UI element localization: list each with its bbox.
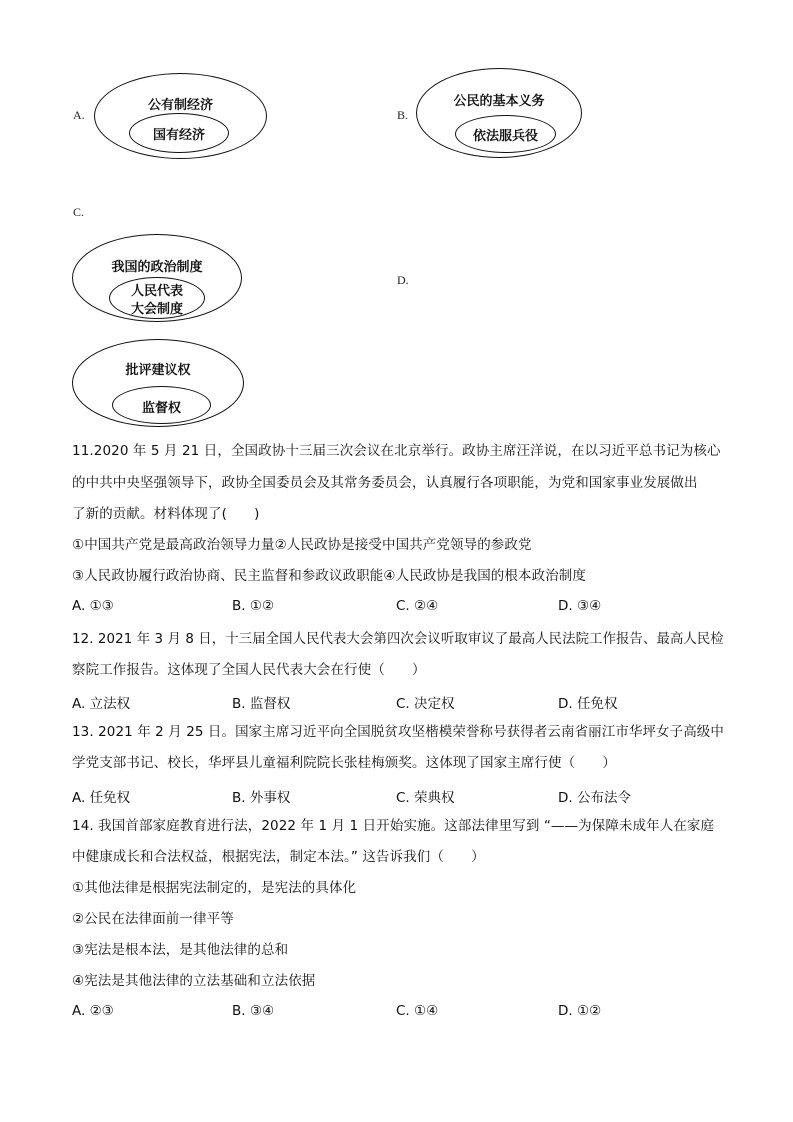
- q11-choice-c[interactable]: C. ②④: [396, 598, 439, 614]
- q13-choice-d[interactable]: D. 公布法令: [558, 790, 631, 806]
- q12-stem-line-1: 12. 2021 年 3 月 8 日，十三届全国人民代表大会第四次会议听取审议了最高人民法院工作报告、最高人民检: [72, 631, 724, 647]
- q13-choice-c[interactable]: C. 荣典权: [396, 790, 455, 806]
- q11-item-2: ③人民政协履行政治协商、民主监督和参政议政职能④人民政协是我国的根本政治制度: [72, 568, 587, 584]
- q14-item-1: ①其他法律是根据宪法制定的，是宪法的具体化: [72, 880, 357, 896]
- q12-choice-c[interactable]: C. 决定权: [396, 696, 455, 712]
- option-d-inner-text: 监督权: [141, 401, 181, 416]
- q11-stem-line-1: 11.2020 年 5 月 21 日，全国政协十三届三次会议在北京举行。政协主席汪洋说，在以习近平总书记为核心: [72, 443, 721, 459]
- option-a-inner-text: 国有经济: [152, 128, 205, 143]
- q11-choice-d[interactable]: D. ③④: [558, 598, 602, 614]
- q14-choice-b[interactable]: B. ③④: [232, 1003, 275, 1019]
- q12-stem-line-2: 察院工作报告。这体现了全国人民代表大会在行使（ ）: [72, 662, 426, 678]
- q11-choice-a[interactable]: A. ①③: [72, 598, 114, 614]
- q14-item-4: ④宪法是其他法律的立法基础和立法依据: [72, 973, 316, 989]
- q12-choice-b[interactable]: B. 监督权: [232, 696, 291, 712]
- option-b-outer-text: 公民的基本义务: [453, 94, 545, 109]
- q12-choice-d[interactable]: D. 任免权: [558, 696, 618, 712]
- q14-item-2: ②公民在法律面前一律平等: [72, 911, 234, 927]
- option-d-label[interactable]: D.: [397, 273, 409, 287]
- q13-stem-line-1: 13. 2021 年 2 月 25 日。国家主席习近平向全国脱贫攻坚楷模荣誉称号获得者云南省丽江市华坪女子高级中: [72, 724, 724, 740]
- option-c-inner-text-2: 大会制度: [130, 302, 183, 317]
- q11-stem-line-3: 了新的贡献。材料体现了( ): [72, 506, 260, 522]
- option-c-label: C.: [73, 205, 85, 219]
- q11-choice-b[interactable]: B. ①②: [232, 598, 275, 614]
- option-a-label: A.: [73, 108, 85, 122]
- q13-choice-b[interactable]: B. 外事权: [232, 790, 291, 806]
- q11-stem-line-2: 的中共中央坚强领导下，政协全国委员会及其常务委员会，认真履行各项职能，为党和国家事业发展做出: [72, 475, 698, 491]
- q14-choice-d[interactable]: D. ①②: [558, 1003, 602, 1019]
- q14-choice-a[interactable]: A. ②③: [72, 1003, 114, 1019]
- q14-stem-line-2: 中健康成长和合法权益，根据宪法，制定本法。” 这告诉我们（ ）: [72, 849, 485, 865]
- q13-stem-line-2: 学党支部书记、校长，华坪县儿童福利院院长张桂梅颁奖。这体现了国家主席行使（ ）: [72, 755, 616, 771]
- q12-choice-a[interactable]: A. 立法权: [72, 696, 131, 712]
- option-a-outer-text: 公有制经济: [147, 98, 213, 113]
- q11-item-1: ①中国共产党是最高政治领导力量②人民政协是接受中国共产党领导的参政党: [72, 537, 532, 553]
- q14-item-3: ③宪法是根本法，是其他法律的总和: [72, 942, 289, 958]
- q13-choice-a[interactable]: A. 任免权: [72, 790, 131, 806]
- option-b-inner-text: 依法服兵役: [472, 129, 538, 144]
- option-c-inner-text-1: 人民代表: [130, 284, 183, 299]
- q14-choice-c[interactable]: C. ①④: [396, 1003, 439, 1019]
- q14-stem-line-1: 14. 我国首部家庭教育进行法，2022 年 1 月 1 日开始实施。这部法律里写到 “——为保障未成年人在家庭: [72, 818, 715, 834]
- option-c-outer-text: 我国的政治制度: [111, 260, 203, 275]
- option-b-label: B.: [397, 108, 409, 122]
- option-d-outer-text: 批评建议权: [125, 363, 191, 378]
